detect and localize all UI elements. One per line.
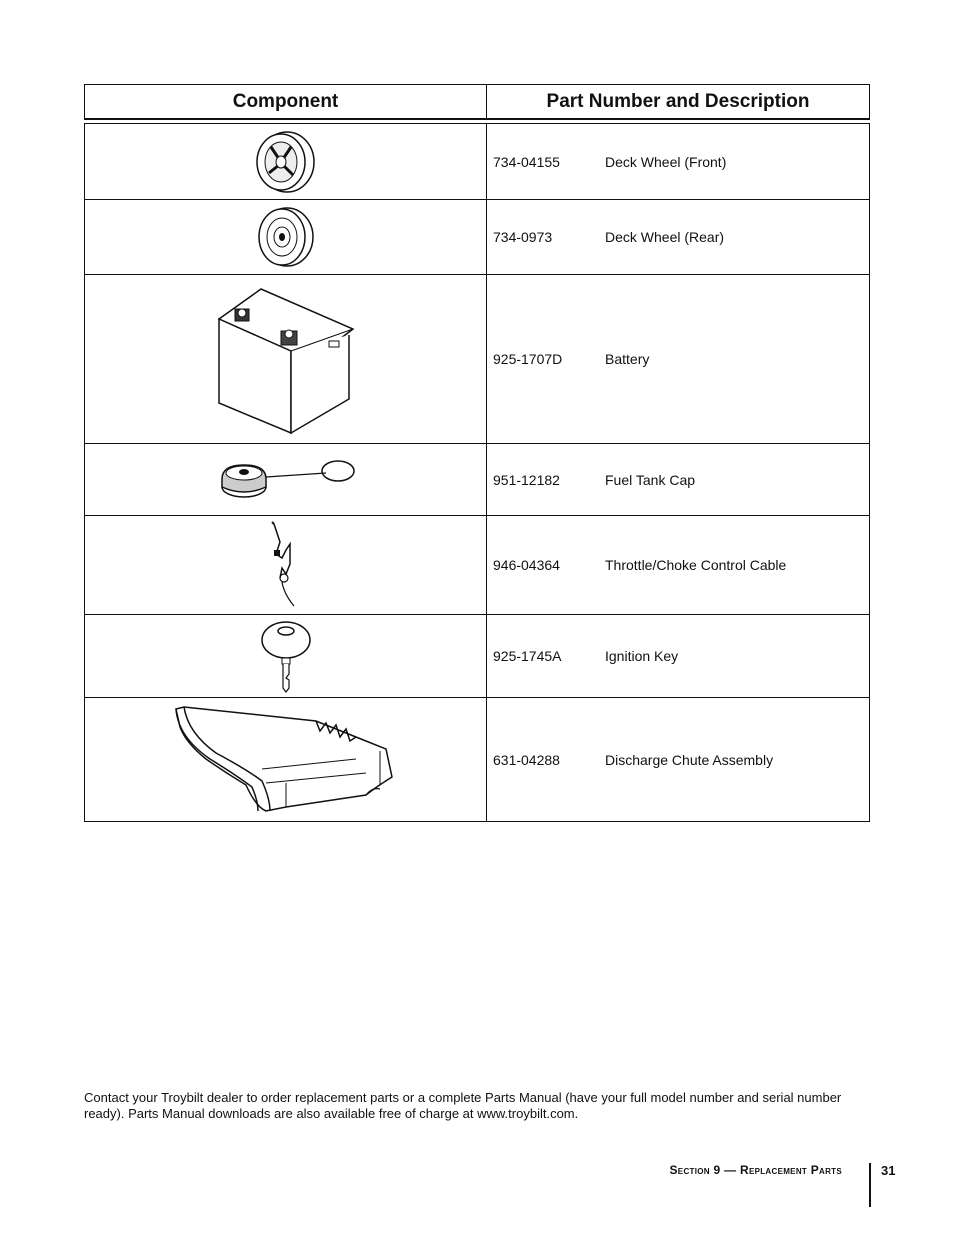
part-description: Deck Wheel (Rear) [605,229,725,245]
part-description: Fuel Tank Cap [605,471,696,488]
component-cell [85,615,487,698]
table-row [85,698,870,822]
table-row [85,124,870,200]
fuel-tank-cap-illustration [216,455,356,505]
description-cell [487,698,870,822]
component-cell [85,275,487,444]
description-cell [487,516,870,615]
part-description: Discharge Chute Assembly [605,751,774,768]
battery-illustration [211,279,361,439]
header-component: Component [85,85,487,120]
parts-ordering-note: Contact your Troybilt dealer to order replacement parts or a complete Parts Manual (have your full model number and serial number ready). Parts Manual downloads are also available free of charge at www.troybilt.com. [84,1090,842,1121]
component-cell [85,124,487,200]
part-number: 951-12182 [493,471,560,488]
component-cell [85,698,487,822]
description-cell [487,200,870,275]
part-number: 734-0973 [493,229,553,245]
component-cell [85,200,487,275]
page-number: 31 [881,1163,896,1178]
table-header-row [85,85,870,120]
part-number: 925-1745A [493,648,562,664]
header-part-number: Part Number and Description [487,85,870,120]
description-cell [487,615,870,698]
component-cell [85,444,487,516]
throttle-cable-illustration [266,520,306,610]
part-description: Ignition Key [605,648,679,664]
deck-wheel-front-illustration [251,129,321,195]
part-number: 925-1707D [493,351,563,367]
part-number: 631-04288 [493,751,560,768]
parts-table [84,84,870,822]
description-cell [487,124,870,200]
discharge-chute-illustration [166,703,406,817]
section-label: Section 9 — Replacement Parts [669,1163,842,1177]
table-row [85,275,870,444]
table-row [85,444,870,516]
table-row [85,615,870,698]
table-row [85,200,870,275]
part-description: Throttle/Choke Control Cable [605,557,787,573]
page-divider [869,1163,871,1207]
table-row [85,516,870,615]
part-description: Deck Wheel (Front) [605,153,727,170]
part-number: 946-04364 [493,557,560,573]
description-cell [487,275,870,444]
ignition-key-illustration [256,618,316,694]
part-description: Battery [605,351,650,367]
description-cell [487,444,870,516]
component-cell [85,516,487,615]
deck-wheel-rear-illustration [251,204,321,270]
part-number: 734-04155 [493,153,560,170]
